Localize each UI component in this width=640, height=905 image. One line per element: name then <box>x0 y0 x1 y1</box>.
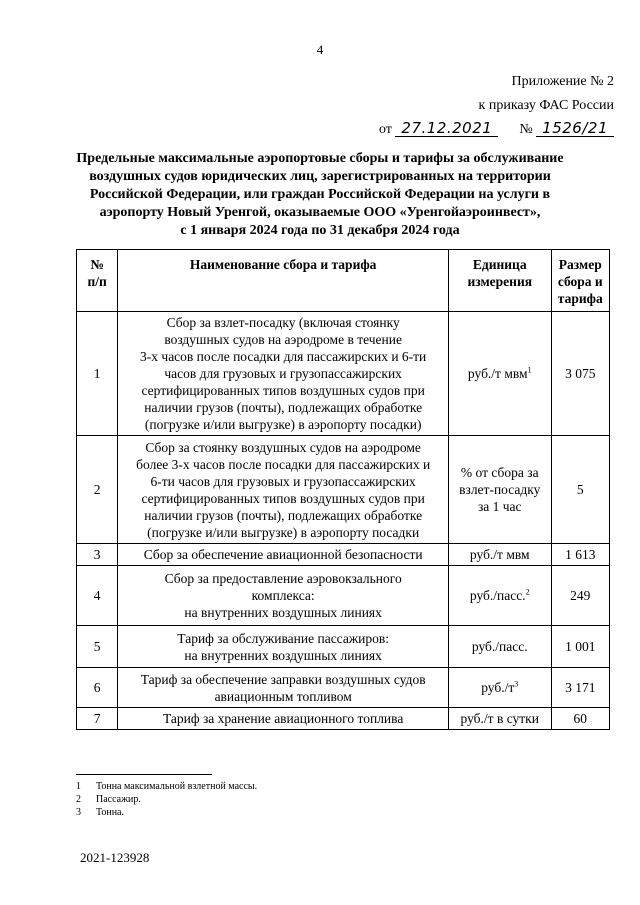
row-name-line: наличии грузов (почты), подлежащих обработке <box>144 400 423 415</box>
row-name <box>118 668 449 708</box>
row-name-line: на внутренних воздушных линиях <box>184 647 382 663</box>
row-name-line: наличии грузов (почты), подлежащих обработке <box>144 507 423 523</box>
row-number: 6 <box>77 668 118 708</box>
order-number: 1526/21 <box>536 120 614 137</box>
appendix-reference <box>379 120 614 138</box>
footnote <box>76 793 257 806</box>
table-row <box>77 626 610 668</box>
header-number-line: № <box>90 257 104 272</box>
row-value: 249 <box>551 566 609 626</box>
table-row <box>77 544 610 566</box>
row-unit-line: взлет-посадку <box>459 482 541 497</box>
number-prefix: № <box>519 122 533 137</box>
header-value-line: Размер <box>558 257 602 272</box>
title-line: Российской Федерации, или граждан Российской Федерации на услуги в <box>89 187 551 202</box>
tariffs-table <box>76 249 610 730</box>
footnote <box>76 780 257 793</box>
row-name <box>118 436 449 544</box>
row-name-line: на внутренних воздушных линиях <box>184 605 382 620</box>
row-unit: руб./пасс. <box>448 626 551 668</box>
row-unit <box>448 566 551 626</box>
title-line: с 1 января 2024 года по 31 декабря 2024 года <box>180 223 460 238</box>
header-unit-line: измерения <box>467 274 533 289</box>
header-value-line: тарифа <box>557 291 603 306</box>
row-name: Сбор за обеспечение авиационной безопасности <box>118 544 449 566</box>
header-number-line: п/п <box>87 274 107 289</box>
row-name-line: (погрузке и/или выгрузке) в аэропорту посадки <box>147 524 420 540</box>
document-code: 2021-123928 <box>80 850 150 865</box>
header-unit-line: Единица <box>472 257 527 272</box>
table-row <box>77 566 610 626</box>
row-unit-text: руб./пасс. <box>469 588 526 603</box>
row-number: 3 <box>77 544 118 566</box>
row-name <box>118 566 449 626</box>
order-date: 27.12.2021 <box>395 120 498 137</box>
row-number: 4 <box>77 566 118 626</box>
row-value: 1 613 <box>551 544 609 566</box>
row-name-line: авиационным топливом <box>214 688 352 704</box>
row-unit-line: % от сбора за <box>460 465 539 480</box>
row-unit <box>448 312 551 436</box>
row-number: 7 <box>77 708 118 730</box>
row-unit-text: руб./т <box>481 680 515 695</box>
row-name-line: комплекса: <box>251 588 315 603</box>
row-name-line: Сбор за стоянку воздушных судов на аэродроме <box>145 439 421 455</box>
row-name-line: воздушных судов на аэродроме в течение <box>164 332 402 347</box>
header-name: Наименование сбора и тарифа <box>118 250 449 312</box>
row-number: 1 <box>77 312 118 436</box>
title-line: Предельные максимальные аэропортовые сборы и тарифы за обслуживание <box>76 151 564 166</box>
row-number: 2 <box>77 436 118 544</box>
row-name-line: 6-ти часов для грузовых и грузопассажирских <box>150 473 416 489</box>
title-line: воздушных судов юридических лиц, зарегистрированных на территории <box>89 169 551 184</box>
header-number <box>77 250 118 312</box>
table-row <box>77 708 610 730</box>
footnote-ref: 1 <box>527 365 532 375</box>
footnote-mark: 3 <box>76 807 81 818</box>
row-name <box>118 312 449 436</box>
row-name-line: более 3-х часов после посадки для пассажирских и <box>136 456 431 472</box>
row-unit-line: за 1 час <box>477 499 522 514</box>
row-name-line: сертифицированных типов воздушных судов при <box>141 490 425 506</box>
row-unit-text: руб./т мвм <box>467 366 528 381</box>
date-prefix: от <box>378 122 392 137</box>
footnotes <box>76 780 257 819</box>
appendix-order: к приказу ФАС России <box>478 98 614 113</box>
row-value: 3 171 <box>551 668 609 708</box>
row-value: 60 <box>551 708 609 730</box>
header-value <box>551 250 609 312</box>
row-name-line: 3-х часов после посадки для пассажирских и 6-ти <box>140 349 427 364</box>
footnote-text: Пассажир. <box>96 794 141 805</box>
footnote-mark: 1 <box>76 781 81 792</box>
row-unit <box>448 436 551 544</box>
row-name-line: сертифицированных типов воздушных судов при <box>141 383 425 398</box>
appendix-title: Приложение № 2 <box>511 74 614 89</box>
header-unit <box>448 250 551 312</box>
table-row <box>77 436 610 544</box>
row-number: 5 <box>77 626 118 668</box>
footnote-separator <box>76 774 212 775</box>
footnote-text: Тонна. <box>96 807 124 818</box>
row-name-line: Тариф за обеспечение заправки воздушных судов <box>140 671 426 687</box>
row-name-line: Сбор за взлет-посадку (включая стоянку <box>166 315 400 330</box>
row-name-line: Сбор за предоставление аэровокзального <box>164 571 402 586</box>
row-name-line: (погрузке и/или выгрузке) в аэропорту посадки) <box>144 417 422 432</box>
row-unit: руб./т в сутки <box>448 708 551 730</box>
table-header-row <box>77 250 610 312</box>
footnote-ref: 3 <box>514 679 519 689</box>
row-value: 1 001 <box>551 626 609 668</box>
row-value: 5 <box>551 436 609 544</box>
title-line: аэропорту Новый Уренгой, оказываемые ООО «Уренгойаэроинвест», <box>99 205 541 220</box>
row-name <box>118 626 449 668</box>
table-row <box>77 312 610 436</box>
row-value: 3 075 <box>551 312 609 436</box>
page-number: 4 <box>316 42 324 57</box>
table-row <box>77 668 610 708</box>
footnote-mark: 2 <box>76 794 81 805</box>
header-value-line: сбора и <box>557 274 603 289</box>
document-title <box>70 150 570 240</box>
footnote <box>76 806 257 819</box>
row-name: Тариф за хранение авиационного топлива <box>118 708 449 730</box>
footnote-ref: 2 <box>525 587 530 597</box>
row-name-line: Тариф за обслуживание пассажиров: <box>177 630 390 646</box>
row-name-line: часов для грузовых и грузопассажирских <box>164 366 402 381</box>
footnote-text: Тонна максимальной взлетной массы. <box>96 781 258 792</box>
row-unit <box>448 668 551 708</box>
row-unit: руб./т мвм <box>448 544 551 566</box>
